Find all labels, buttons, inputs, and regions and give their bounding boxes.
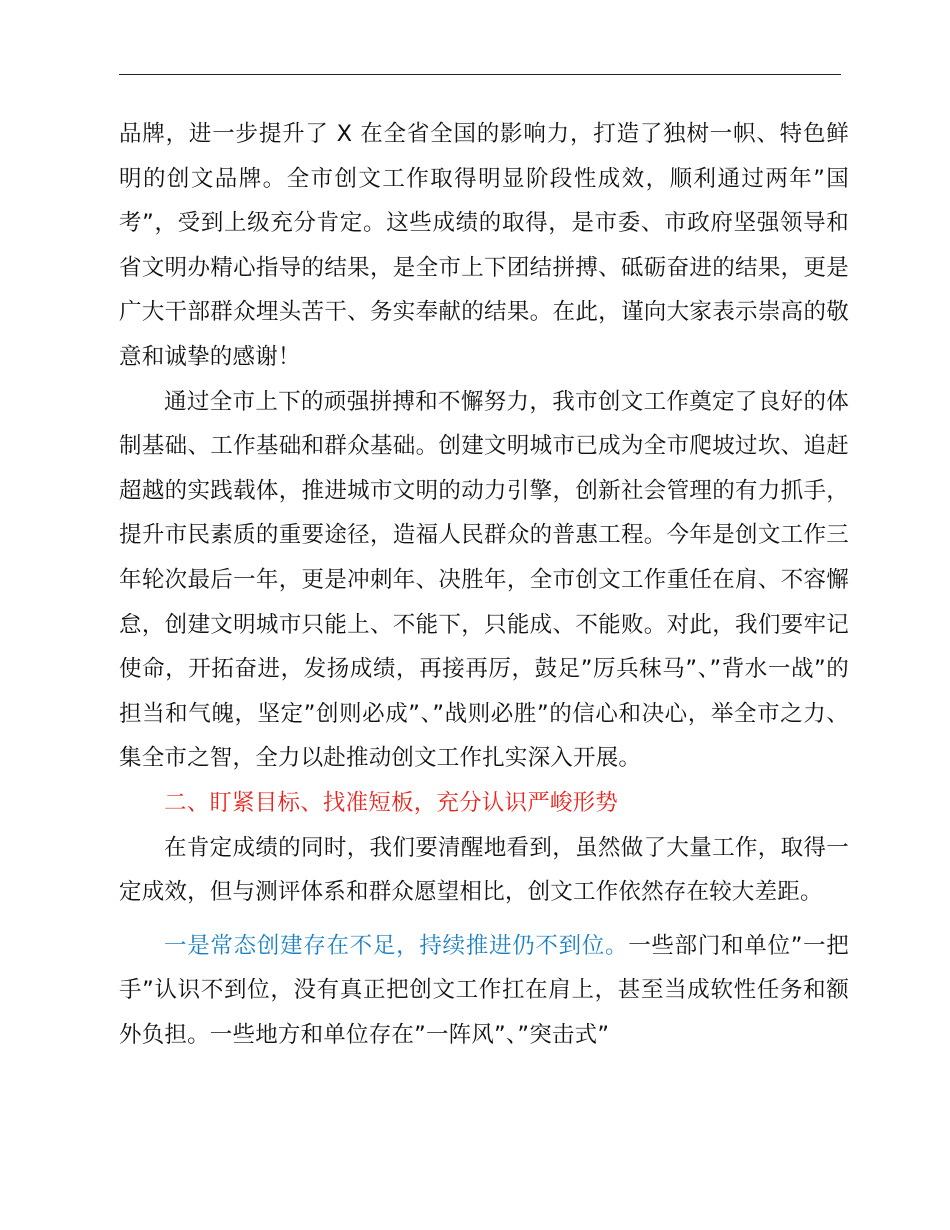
document-body: [119, 112, 849, 1057]
point-one-lead: 一是常态创建存在不足，持续推进仍不到位。: [164, 932, 629, 959]
point-one-body: 一些部门和单位”一把手”认识不到位，没有真正把创文工作扛在肩上，甚至当成软性任务和额外负担。一些地方和单位存在”一阵风”、”突击式”: [119, 932, 849, 1048]
paragraph-foundation: 通过全市上下的顽强拼搏和不懈努力，我市创文工作奠定了良好的体制基础、工作基础和群众基础。创建文明城市已成为全市爬坡过坎、追赶超越的实践载体，推进城市文明的动力引擎，创新社会管理的有力抓手，提升市民素质的重要途径，造福人民群众的普惠工程。今年是创文工作三年轮次最后一年，更是冲刺年、决胜年，全市创文工作重任在肩、不容懈怠，创建文明城市只能上、不能下，只能成、不能败。对此，我们要牢记使命，开拓奋进，发扬成绩，再接再厉，鼓足”厉兵秣马”、”背水一战”的担当和气魄，坚定”创则必成”、”战则必胜”的信心和决心，举全市之力、集全市之智，全力以赴推动创文工作扎实深入开展。: [119, 388, 849, 772]
paragraph-gap-assessment: 在肯定成绩的同时，我们要清醒地看到，虽然做了大量工作，取得一定成效，但与测评体系和群众愿望相比，创文工作依然存在较大差距。: [119, 834, 849, 906]
paragraph-point-one: [119, 924, 849, 1058]
section-heading-two: 二、盯紧目标、找准短板，充分认识严峻形势: [164, 789, 619, 816]
header-rule: [119, 74, 841, 75]
paragraph-achievements-continued: 品牌，进一步提升了 X 在全省全国的影响力，打造了独树一帜、特色鲜明的创文品牌。全市创文工作取得明显阶段性成效，顺利通过两年”国考”，受到上级充分肯定。这些成绩的取得，是市委、市政府坚强领导和省文明办精心指导的结果，是全市上下团结拼搏、砥砺奋进的结果，更是广大干部群众埋头苦干、务实奉献的结果。在此，谨向大家表示崇高的敬意和诚挚的感谢！: [119, 121, 849, 370]
